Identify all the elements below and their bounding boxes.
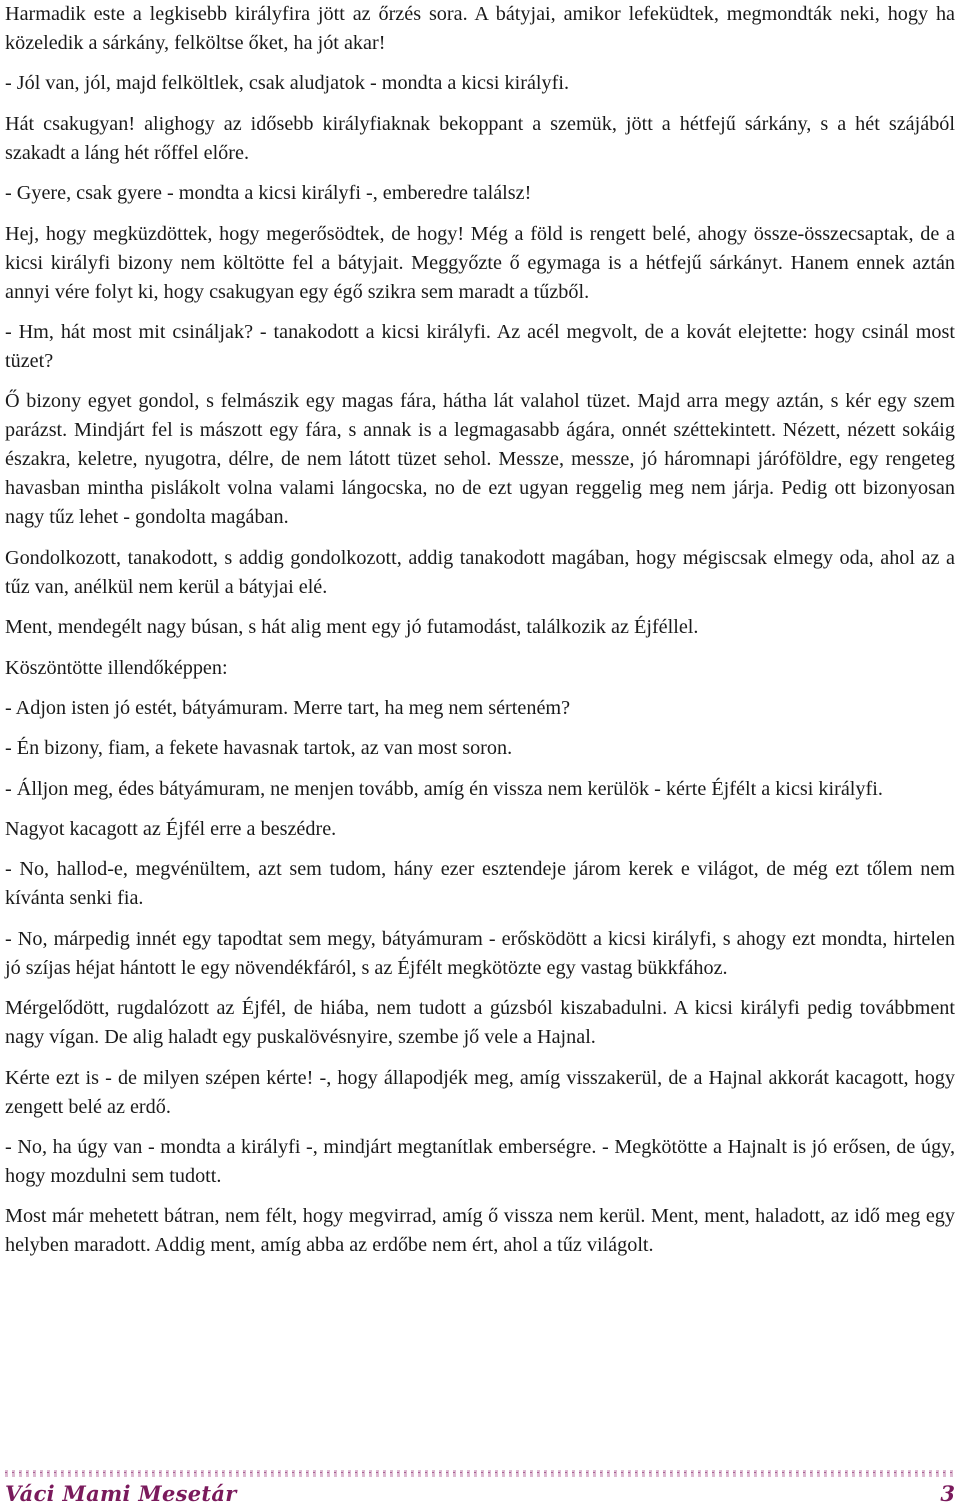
- paragraph: Ő bizony egyet gondol, s felmászik egy magas fára, hátha lát valahol tüzet. Majd arra megy aztán, s kér egy szem parázst. Mindjárt fel is mászott egy fára, s annak is a legmagasabb ágára, onnét széttekintett. Nézett, nézett sokáig északra, keletre, nyugotra, délre, de nem látott tüzet sehol. Messze, messze, jó háromnapi járóföldre, egy rengeteg havasban mintha pislákolt volna valami lángocska, no de ezt ugyan reggelig meg nem járja. Pedig ott bizonyosan nagy tűz lehet - gondolta magában.: [5, 390, 955, 529]
- paragraph: - Jól van, jól, majd felköltlek, csak aludjatok - mondta a kicsi királyfi.: [5, 72, 569, 95]
- page-footer: [5, 1481, 955, 1507]
- paragraph: Mérgelődött, rugdalózott az Éjfél, de hiába, nem tudott a gúzsból kiszabadulni. A kicsi királyfi pedig továbbment nagy vígan. De alig haladt egy puskalövésnyire, szembe jő vele a Hajnal.: [5, 997, 955, 1049]
- paragraph: Gondolkozott, tanakodott, s addig gondolkozott, addig tanakodott magában, hogy mégiscsak elmegy oda, ahol az a tűz van, anélkül nem kerül a bátyjai elé.: [5, 546, 955, 598]
- footer-title: Váci Mami Mesetár: [5, 1481, 237, 1506]
- paragraph: - No, márpedig innét egy tapodtat sem megy, bátyámuram - erősködött a kicsi királyfi, s ahogy ezt mondta, hirtelen jó szíjas héjat hántott le egy növendékfáról, s az Éjfélt megkötözte egy vastag bükkfához.: [5, 927, 955, 979]
- paragraph: Hej, hogy megküzdöttek, hogy megerősödtek, de hogy! Még a föld is rengett belé, ahogy össze-összecsaptak, de a kicsi királyfi bizony nem költötte fel a bátyjait. Meggyőzte ő egymaga is a hétfejű sárkányt. Hanem ennek aztán annyi vére folyt ki, hogy csakugyan egy égő szikra sem maradt a tűzből.: [5, 222, 955, 303]
- paragraph: Harmadik este a legkisebb királyfira jött az őrzés sora. A bátyjai, amikor lefeküdtek, megmondták neki, hogy ha közeledik a sárkány, felköltse őket, ha jót akar!: [5, 3, 955, 54]
- paragraph: Most már mehetett bátran, nem félt, hogy megvirrad, amíg ő vissza nem kerül. Ment, ment, haladott, az idő meg egy helyben maradott. Addig ment, amíg abba az erdőbe nem ért, ahol a tűz világolt.: [5, 1205, 955, 1257]
- paragraph: - Én bizony, fiam, a fekete havasnak tartok, az van most soron.: [5, 737, 513, 760]
- paragraph: Ment, mendegélt nagy búsan, s hát alig ment egy jó futamodást, találkozik az Éjféllel.: [5, 616, 699, 639]
- footer-divider: [5, 1470, 955, 1477]
- page-number: 3: [940, 1481, 955, 1506]
- paragraph: Hát csakugyan! alighogy az idősebb királyfiaknak bekoppant a szemük, jött a hétfejű sárkány, s a hét szájából szakadt a láng hét rőffel előre.: [5, 112, 955, 164]
- story-text: [5, 0, 955, 1272]
- paragraph: - Gyere, csak gyere - mondta a kicsi királyfi -, emberedre találsz!: [5, 182, 532, 205]
- paragraph: - No, ha úgy van - mondta a királyfi -, mindjárt megtanítlak emberségre. - Megkötötte a Hajnalt is jó erősen, de úgy, hogy mozdulni sem tudott.: [5, 1136, 955, 1188]
- paragraph: Nagyot kacagott az Éjfél erre a beszédre.: [5, 818, 337, 841]
- paragraph: - No, hallod-e, megvénültem, azt sem tudom, hány ezer esztendeje járom kerek e világot, de még ezt tőlem nem kívánta senki fia.: [5, 858, 955, 910]
- paragraph: Köszöntötte illendőképpen:: [5, 656, 228, 679]
- paragraph: - Álljon meg, édes bátyámuram, ne menjen tovább, amíg én vissza nem kerülök - kérte Éjfélt a kicsi királyfi.: [5, 777, 883, 800]
- paragraph: - Hm, hát most mit csináljak? - tanakodott a kicsi királyfi. Az acél megvolt, de a kovát elejtette: hogy csinál most tüzet?: [5, 320, 955, 372]
- paragraph: Kérte ezt is - de milyen szépen kérte! -, hogy állapodjék meg, amíg visszakerül, de a Hajnal akkorát kacagott, hogy zengett belé az erdő.: [5, 1066, 955, 1118]
- paragraph: - Adjon isten jó estét, bátyámuram. Merre tart, ha meg nem sérteném?: [5, 696, 571, 719]
